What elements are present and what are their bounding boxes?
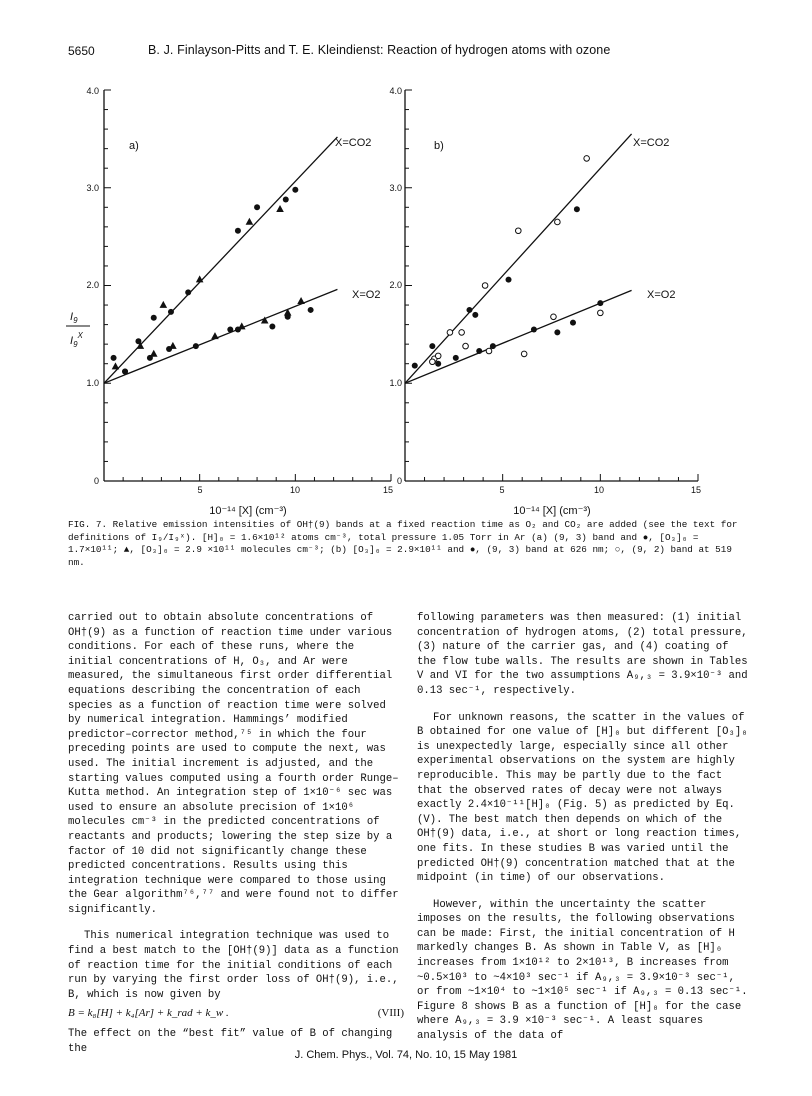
- data-point-filled-circle: [597, 300, 603, 306]
- data-point-filled-circle: [453, 355, 459, 361]
- paragraph: following parameters was then measured: (1) initial concentration of hydrogen atoms, (2) total pressure, (3) nature of the carrier gas, and (4) coating of the flow tube walls. The results are shown in Tables V and VI for the two assumptions A₉,₃ = 3.9×10⁻³ and 0.13 sec⁻¹, respectively.: [417, 612, 748, 697]
- paragraph: carried out to obtain absolute concentrations of OH†(9) as a function of reaction time under various conditions. For each of these runs, where the initial concentrations of H, O₃, and Ar were measured, the simultaneous first order differential equations describing the concentration of each species as a function of reaction time were solved by numerical integration. Hammings’ modified predictor–corrector method,⁷⁵ in which the four preceding points are used to compute the next, was used. The initial increment is adjusted, and the starting values computed using a fourth order Runge–Kutta method. An integration step of 1×10⁻⁶ sec was used to ensure an absolute precision of 1×10⁶ molecules cm⁻³ in the predicted concentrations of reactants and products; lowering the step size by a factor of 10 did not significantly change these predicted concentrations. Results using this integration technique were compared to those using the Gear algorithm⁷⁶,⁷⁷ and were found not to differ significantly.: [68, 612, 399, 916]
- y-axis-label-denominator: $I_9^X$: [70, 331, 83, 349]
- data-point-filled-circle: [269, 324, 275, 330]
- data-point-filled-circle: [570, 320, 576, 326]
- x-tick-label: 10: [593, 485, 605, 495]
- data-point-filled-circle: [235, 228, 241, 234]
- x-tick-label: 15: [690, 485, 702, 495]
- line-label-co2: X=CO2: [335, 137, 372, 149]
- data-point-filled-circle: [283, 196, 289, 202]
- fit-line-co2: [405, 134, 632, 383]
- x-tick-label: 5: [499, 485, 505, 495]
- equation-number: (VIII): [377, 1007, 404, 1020]
- data-point-filled-circle: [193, 343, 199, 349]
- data-point-filled-circle: [122, 369, 128, 375]
- data-point-filled-circle: [254, 204, 260, 210]
- data-point-filled-circle: [111, 355, 117, 361]
- data-point-open-circle: [515, 228, 521, 234]
- panel-label: a): [129, 140, 139, 152]
- data-point-triangle: [246, 218, 254, 225]
- paragraph: This numerical integration technique was used to find a best match to the [OH†(9)] data as a function of reaction time for the initial conditions of each run by varying the first order loss of OH†(9), i.e., B, which is now given by: [68, 930, 399, 1001]
- data-point-open-circle: [555, 219, 561, 225]
- equation-viii: [68, 1006, 404, 1021]
- data-point-filled-circle: [472, 312, 478, 318]
- data-point-triangle: [211, 332, 219, 339]
- x-axis-label: 10⁻¹⁴ [X] (cm⁻³): [209, 505, 287, 517]
- data-point-open-circle: [584, 156, 590, 162]
- data-point-filled-circle: [429, 343, 435, 349]
- data-point-triangle: [276, 205, 284, 212]
- data-point-filled-circle: [292, 187, 298, 193]
- data-point-filled-circle: [574, 206, 580, 212]
- plot-area: [405, 134, 632, 383]
- data-point-filled-circle: [490, 343, 496, 349]
- right-column: [417, 611, 753, 1044]
- data-point-open-circle: [447, 330, 453, 336]
- data-point-filled-circle: [185, 289, 191, 295]
- y-tick-label: 0: [93, 476, 99, 486]
- left-column: [68, 611, 404, 1056]
- y-tick-label: 1.0: [389, 378, 402, 388]
- data-point-open-circle: [435, 353, 441, 359]
- line-label-o2: X=O2: [647, 289, 676, 301]
- data-point-filled-circle: [435, 361, 441, 367]
- panel-b: [389, 86, 701, 517]
- data-point-filled-circle: [476, 348, 482, 354]
- data-point-triangle: [284, 309, 292, 316]
- data-point-open-circle: [598, 310, 604, 316]
- data-point-triangle: [297, 297, 305, 304]
- paragraph: However, within the uncertainty the scatter imposes on the results, the following observations can be made: First, the initial concentration of H markedly changes B. As shown in Table V, as [H]₀ increases from 1×10¹² to 2×10¹³, B increases from ~0.5×10³ to ~4×10³ sec⁻¹ if A₉,₃ = 3.9×10⁻³ sec⁻¹, or from ~1×10⁴ to ~1×10⁵ sec⁻¹ if A₉,₃ = 0.13 sec⁻¹. Figure 8 shows B as a function of [H]₀ for the case where A₉,₃ = 3.9 ×10⁻³ sec⁻¹. A least squares analysis of the data of: [417, 898, 748, 1043]
- y-tick-label: 4.0: [389, 86, 402, 96]
- data-point-triangle: [160, 301, 168, 308]
- data-point-filled-circle: [554, 329, 560, 335]
- data-point-triangle: [169, 342, 177, 349]
- y-axis-label-numerator: $I_9$: [70, 311, 78, 325]
- figure-caption: FIG. 7. Relative emission intensities of OH†(9) bands at a fixed reaction time as O₂ and CO₂ are added (see the text for definitions of I₉/I₉ˣ). [H]₀ = 1.6×10¹² atoms cm⁻³, total pressure 1.05 Torr in Ar (a) (9, 3) band and ●, [O₃]₀ = 1.7×10¹¹; ▲, [O₃]₀ = 2.9 ×10¹¹ molecules cm⁻³; (b) [O₃]₀ = 2.9×10¹¹ and ●, (9, 3) band at 626 nm; ○, (9, 2) band at 519 nm.: [68, 519, 738, 568]
- plot-area: [104, 137, 337, 383]
- paragraph: The effect on the “best fit” value of B of changing the: [68, 1028, 393, 1055]
- line-label-co2: X=CO2: [633, 137, 670, 149]
- page-number: 5650: [68, 44, 95, 58]
- x-tick-label: 10: [289, 485, 301, 495]
- running-title: B. J. Finlayson-Pitts and T. E. Kleindienst: Reaction of hydrogen atoms with ozone: [148, 43, 611, 57]
- panel-label: b): [434, 140, 444, 152]
- data-point-open-circle: [463, 343, 469, 349]
- line-label-o2: X=O2: [352, 289, 381, 301]
- equation-body: B = k₈[H] + k₄[Ar] + k_rad + k_w .: [68, 1007, 229, 1020]
- data-point-filled-circle: [466, 307, 472, 313]
- panel-a: [66, 86, 393, 517]
- data-point-open-circle: [459, 330, 465, 336]
- data-point-open-circle: [430, 359, 436, 365]
- journal-footer: J. Chem. Phys., Vol. 74, No. 10, 15 May 1981: [294, 1049, 518, 1061]
- y-tick-label: 1.0: [86, 378, 99, 388]
- y-tick-label: 3.0: [389, 183, 402, 193]
- data-point-open-circle: [482, 283, 488, 289]
- y-tick-label: 2.0: [86, 280, 99, 290]
- y-tick-label: 4.0: [86, 86, 99, 96]
- data-point-filled-circle: [531, 326, 537, 332]
- data-point-triangle: [112, 362, 120, 369]
- x-tick-label: 5: [197, 485, 203, 495]
- paragraph: For unknown reasons, the scatter in the values of B obtained for one value of [H]₀ but different [O₃]₀ is unexpectedly large, especially since all other experimental observations on the system are highly reproducible. This may be partly due to the fact that the observed rates of decay were not always exactly 2.4×10⁻¹¹[H]₀ (Fig. 5) as predicted by Eq. (V). The best match then depends on which of the OH†(9) data, i.e., at short or long reaction times, one fits. In these studies B was varied until the predicted OH†(9) concentration matched that at the midpoint (in time) of our observations.: [417, 711, 748, 885]
- data-point-open-circle: [486, 348, 492, 354]
- data-point-open-circle: [521, 351, 527, 357]
- data-point-filled-circle: [506, 277, 512, 283]
- data-point-filled-circle: [151, 315, 157, 321]
- figure-7: [0, 78, 812, 518]
- y-tick-label: 3.0: [86, 183, 99, 193]
- data-point-triangle: [238, 322, 246, 329]
- data-point-triangle: [150, 350, 158, 357]
- data-point-filled-circle: [412, 363, 418, 369]
- data-point-filled-circle: [308, 307, 314, 313]
- data-point-open-circle: [551, 314, 557, 320]
- y-tick-label: 2.0: [389, 280, 402, 290]
- data-point-filled-circle: [168, 309, 174, 315]
- data-point-filled-circle: [227, 326, 233, 332]
- x-axis-label: 10⁻¹⁴ [X] (cm⁻³): [513, 505, 591, 517]
- y-tick-label: 0: [396, 476, 402, 486]
- x-tick-label: 15: [382, 485, 394, 495]
